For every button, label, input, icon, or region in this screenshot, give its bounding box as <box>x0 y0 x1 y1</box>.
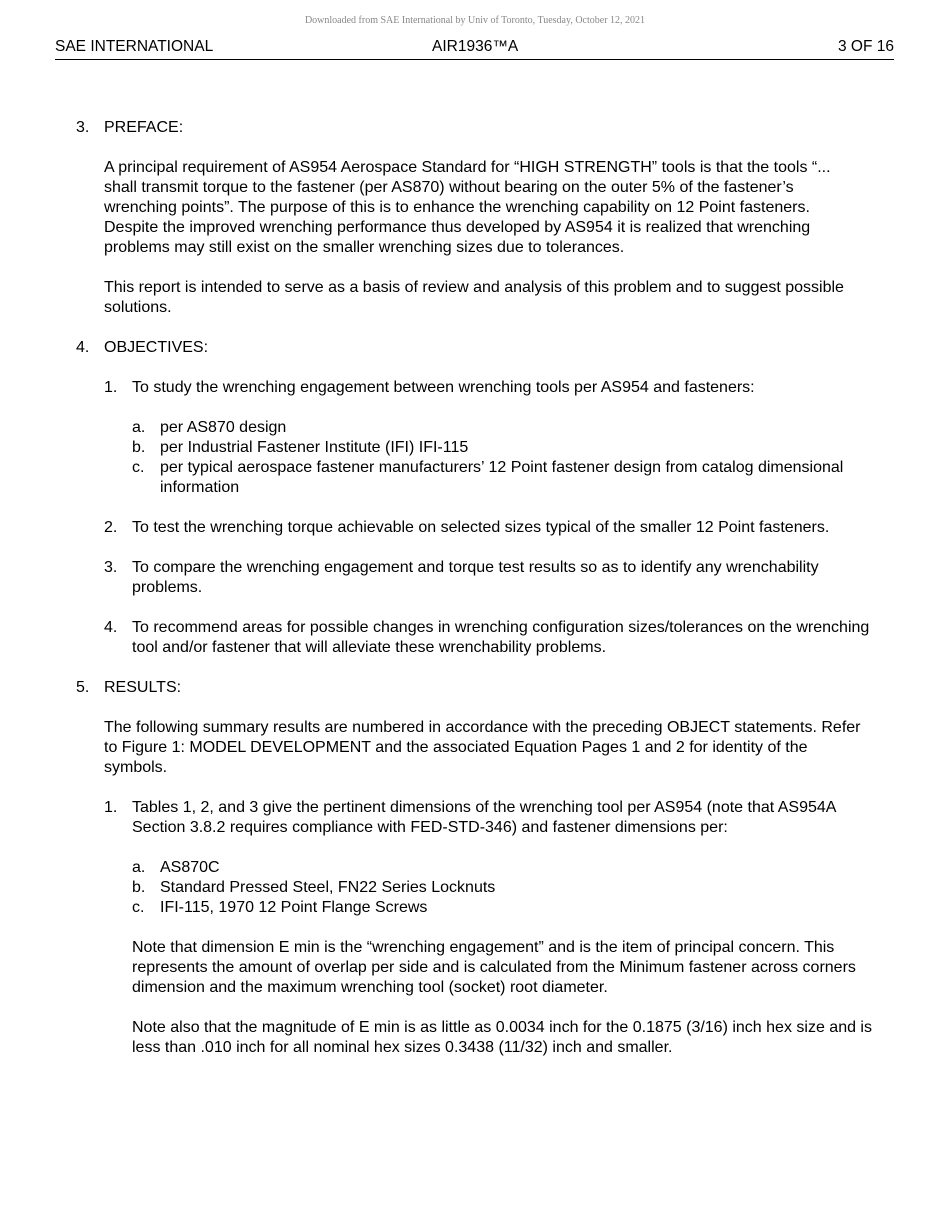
result-item <box>0 798 872 838</box>
objective-item <box>0 378 872 398</box>
item-number: 2. <box>104 519 118 536</box>
subitem-letter: c. <box>132 459 145 476</box>
item-text: To compare the wrenching engagement and torque test results so as to identify any wrenchability problems. <box>132 559 819 596</box>
result-subitem <box>0 898 860 918</box>
subitem-letter: a. <box>132 859 146 876</box>
subitem-text: per AS870 design <box>160 419 287 436</box>
subitem-letter: c. <box>132 899 145 916</box>
section-title: OBJECTIVES: <box>104 339 209 356</box>
section-number: 5. <box>76 679 90 696</box>
header-organization: SAE INTERNATIONAL <box>55 38 214 55</box>
objective-item <box>0 518 872 538</box>
item-number: 3. <box>104 559 118 576</box>
section-title: PREFACE: <box>104 119 184 136</box>
subitem-letter: a. <box>132 419 146 436</box>
subitem-letter: b. <box>132 879 146 896</box>
preface-paragraph: This report is intended to serve as a basis of review and analysis of this problem and to suggest possible solutions. <box>104 279 844 316</box>
item-text: To study the wrenching engagement between wrenching tools per AS954 and fasteners: <box>132 379 755 396</box>
subitem-letter: b. <box>132 439 146 456</box>
item-text: Tables 1, 2, and 3 give the pertinent dimensions of the wrenching tool per AS954 (note that AS954A Section 3.8.2 requires compliance with FED-STD-346) and fastener dimensions per: <box>132 799 836 836</box>
subitem-text: per typical aerospace fastener manufacturers’ 12 Point fastener design from catalog dimensional information <box>160 459 844 496</box>
result-note-paragraph: Note also that the magnitude of E min is as little as 0.0034 inch for the 0.1875 (3/16) inch hex size and is less than .010 inch for all nominal hex sizes 0.3438 (11/32) inch and smaller. <box>132 1019 872 1056</box>
document-body <box>0 118 950 1058</box>
section-heading-objectives <box>0 338 950 358</box>
section-title: RESULTS: <box>104 679 182 696</box>
result-note-paragraph: Note that dimension E min is the “wrenching engagement” and is the item of principal concern. This represents the amount of overlap per side and is calculated from the Minimum fastener across corners dimension and the maximum wrenching tool (socket) root diameter. <box>132 939 856 996</box>
result-subitem <box>0 878 860 898</box>
page-header <box>55 38 894 60</box>
subitem-text: IFI-115, 1970 12 Point Flange Screws <box>160 899 428 916</box>
subitem-text: Standard Pressed Steel, FN22 Series Locknuts <box>160 879 496 896</box>
header-document-id: AIR1936™A <box>432 38 519 55</box>
objective-item <box>0 558 872 598</box>
item-text: To recommend areas for possible changes in wrenching configuration sizes/tolerances on the wrenching tool and/or fastener that will alleviate these wrenchability problems. <box>132 619 870 656</box>
section-heading-preface <box>0 118 950 138</box>
result-subitem <box>0 858 860 878</box>
results-intro-paragraph: The following summary results are numbered in accordance with the preceding OBJECT statements. Refer to Figure 1: MODEL DEVELOPMENT and the associated Equation Pages 1 and 2 for identity of the symbols. <box>104 719 861 776</box>
preface-paragraph: A principal requirement of AS954 Aerospace Standard for “HIGH STRENGTH” tools is that the tools “... shall transmit torque to the fastener (per AS870) without bearing on the outer 5% of the fastener’s wrenching points”. The purpose of this is to enhance the wrenching capability on 12 Point fasteners. Despite the improved wrenching performance thus developed by AS954 it is realized that wrenching problems may still exist on the smaller wrenching sizes due to tolerances. <box>104 159 831 256</box>
section-heading-results <box>0 678 950 698</box>
section-number: 4. <box>76 339 90 356</box>
item-number: 4. <box>104 619 118 636</box>
section-number: 3. <box>76 119 90 136</box>
subitem-text: per Industrial Fastener Institute (IFI) IFI-115 <box>160 439 469 456</box>
item-text: To test the wrenching torque achievable on selected sizes typical of the smaller 12 Point fasteners. <box>132 519 830 536</box>
subitem-text: AS870C <box>160 859 220 876</box>
objective-item <box>0 618 872 658</box>
item-number: 1. <box>104 379 118 396</box>
item-number: 1. <box>104 799 118 816</box>
objective-subitem <box>0 458 860 498</box>
objective-subitem <box>0 438 860 458</box>
download-watermark: Downloaded from SAE International by Univ of Toronto, Tuesday, October 12, 2021 <box>304 15 646 26</box>
header-page-number: 3 OF 16 <box>838 38 894 55</box>
objective-subitem <box>0 418 860 438</box>
